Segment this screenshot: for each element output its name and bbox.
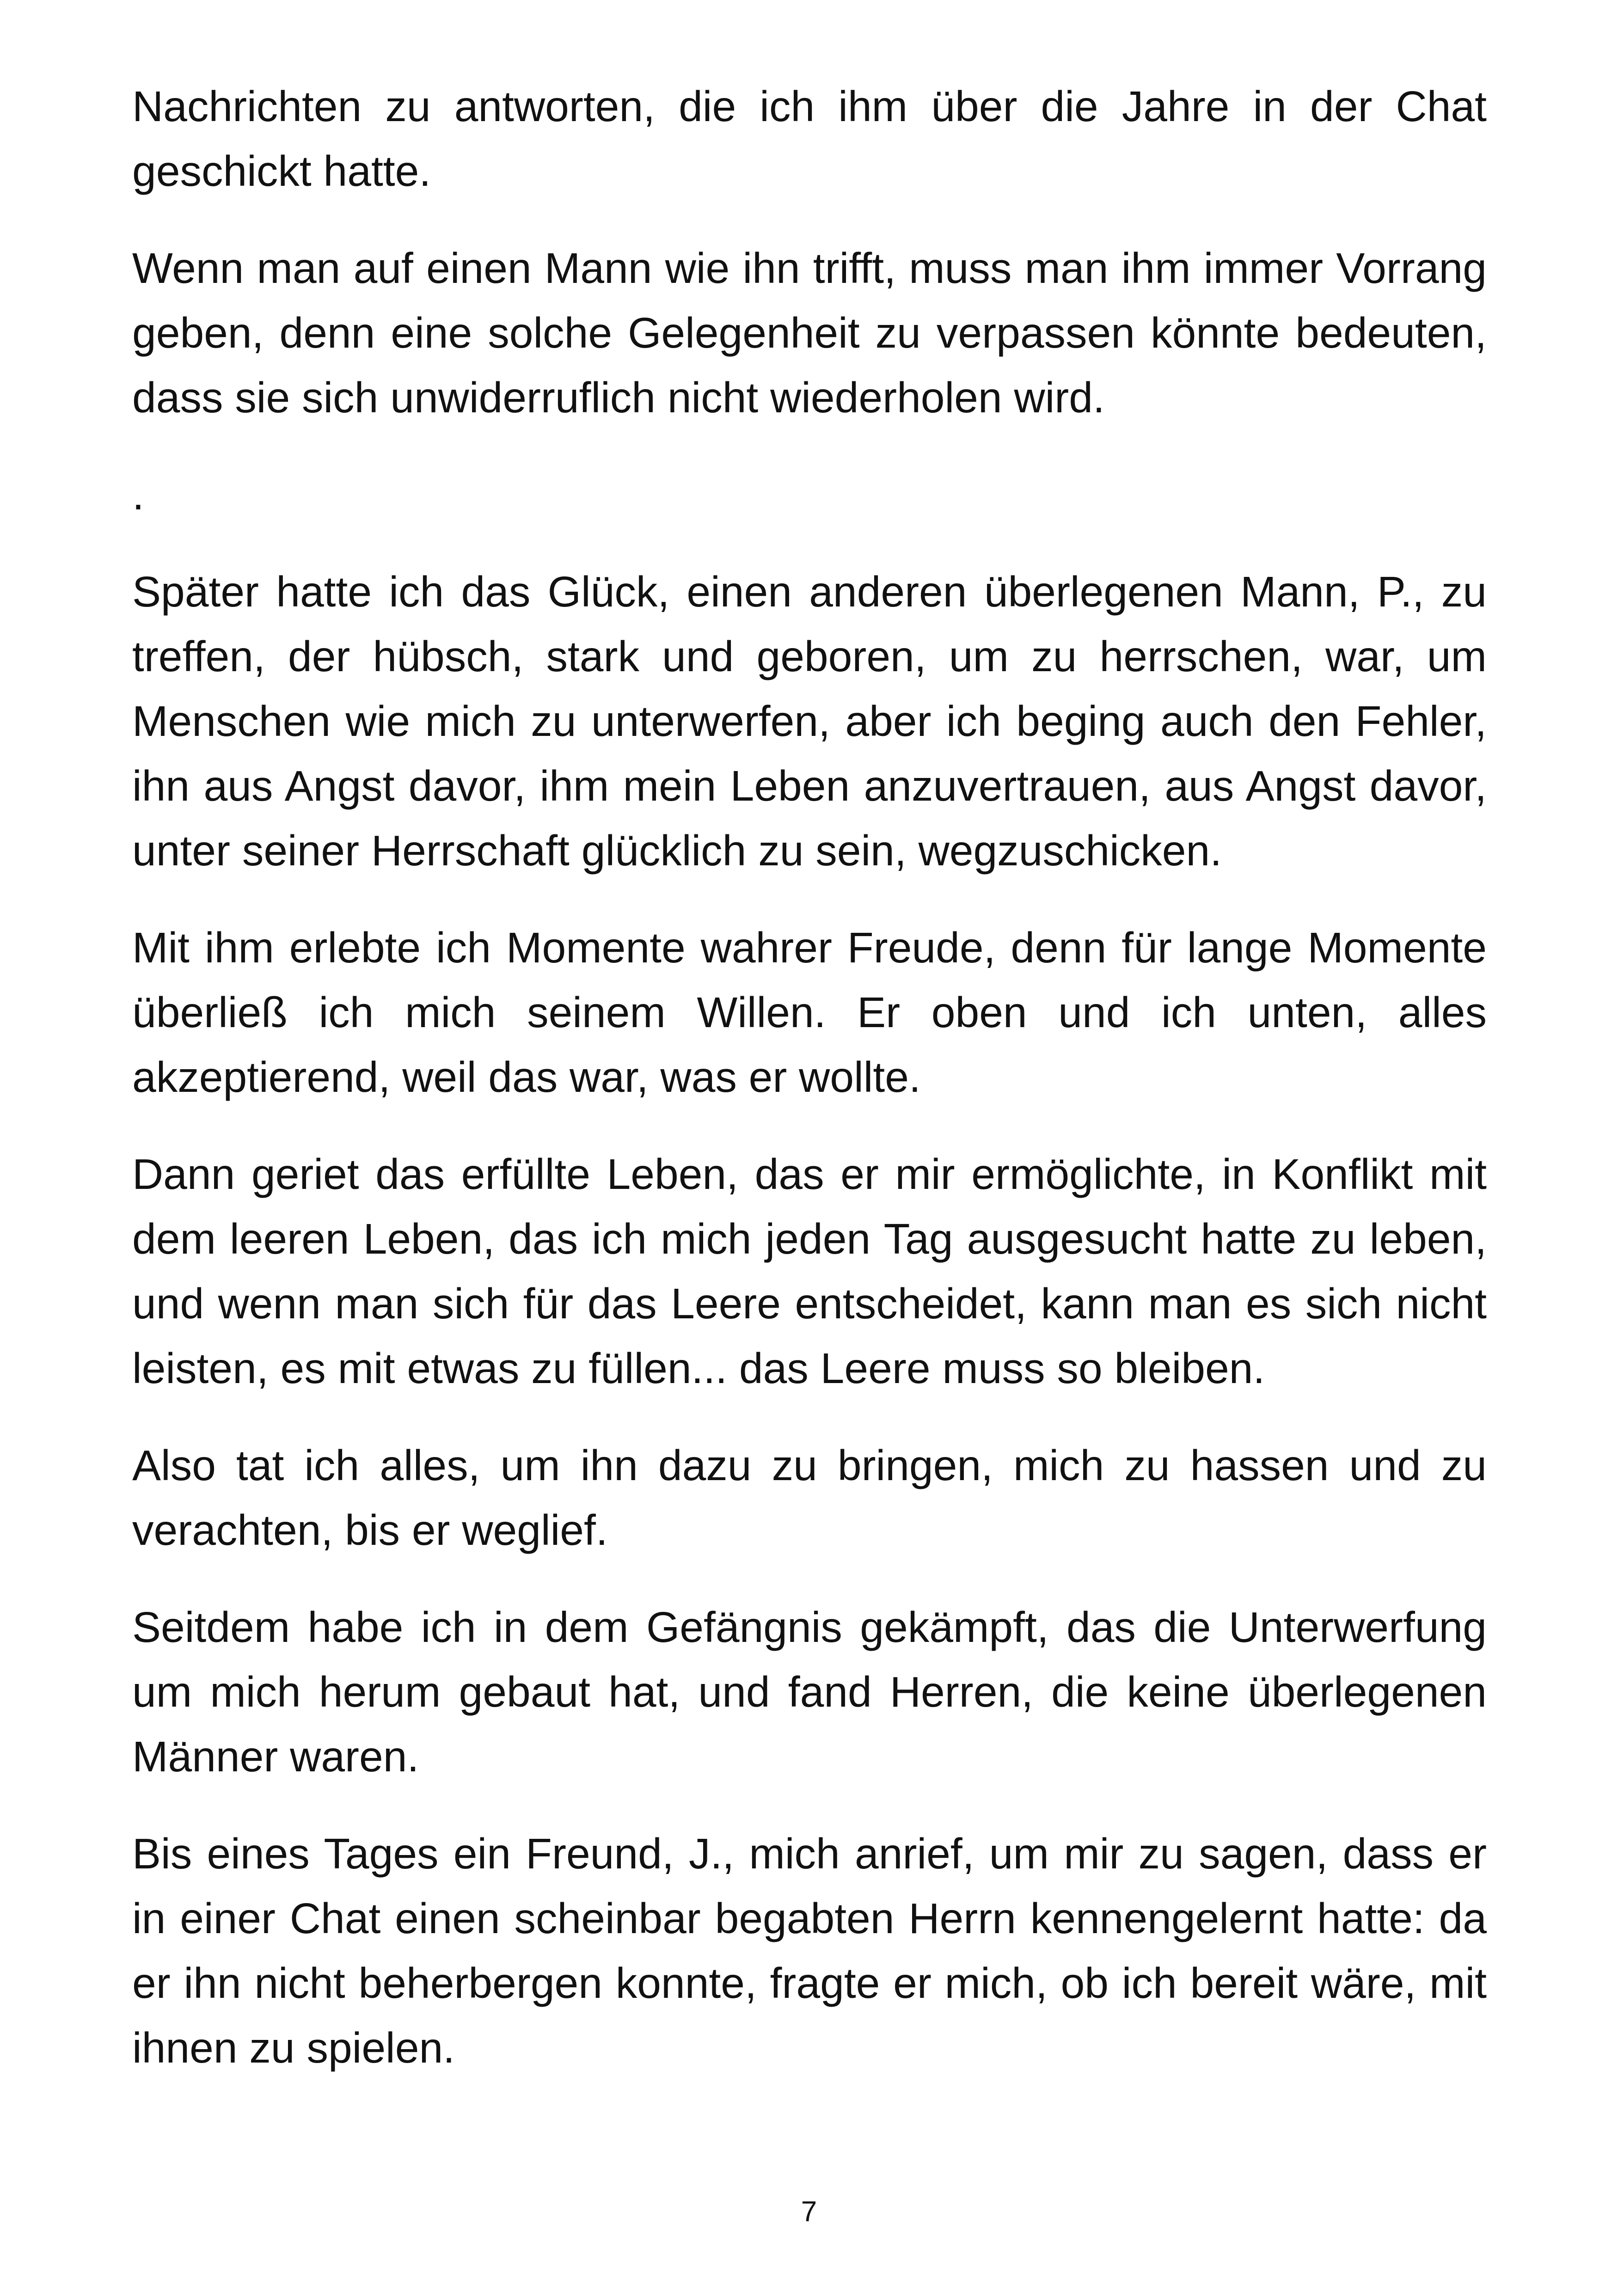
paragraph: Dann geriet das erfüllte Leben, das er mir ermöglichte, in Konflikt mit dem leeren Leben, das ich mich jeden Tag ausgesucht hatte zu leben, und wenn man sich für das Leere entscheidet, kann man es sich nicht leisten, es mit etwas zu füllen... das Leere muss so bleiben.: [132, 1150, 1487, 1392]
paragraph: Seitdem habe ich in dem Gefängnis gekämpft, das die Unterwerfung um mich herum gebaut hat, und fand Herren, die keine überlegenen Männer waren.: [132, 1603, 1487, 1781]
paragraph: Bis eines Tages ein Freund, J., mich anrief, um mir zu sagen, dass er in einer Chat einen scheinbar begabten Herrn kennengelernt hatte: da er ihn nicht beherbergen konnte, fragte er mich, ob ich bereit wäre, mit ihnen zu spielen.: [132, 1830, 1487, 2072]
paragraph: Wenn man auf einen Mann wie ihn trifft, muss man ihm immer Vorrang geben, denn eine solche Gelegenheit zu verpassen könnte bedeuten, dass sie sich unwiderruflich nicht wiederholen wird.: [132, 244, 1487, 422]
paragraph: Nachrichten zu antworten, die ich ihm über die Jahre in der Chat geschickt hatte.: [132, 82, 1487, 195]
paragraph: Also tat ich alles, um ihn dazu zu bringen, mich zu hassen und zu verachten, bis er weglief.: [132, 1441, 1487, 1554]
document-page: [132, 74, 1487, 2112]
section-separator: .: [132, 471, 144, 519]
page-number: 7: [801, 2196, 817, 2228]
paragraph: Später hatte ich das Glück, einen anderen überlegenen Mann, P., zu treffen, der hübsch, stark und geboren, um zu herrschen, war, um Menschen wie mich zu unterwerfen, aber ich beging auch den Fehler, ihn aus Angst davor, ihm mein Leben anzuvertrauen, aus Angst davor, unter seiner Herrschaft glücklich zu sein, wegzuschicken.: [132, 568, 1487, 875]
paragraph: Mit ihm erlebte ich Momente wahrer Freude, denn für lange Momente überließ ich mich seinem Willen. Er oben und ich unten, alles akzeptierend, weil das war, was er wollte.: [132, 924, 1487, 1101]
